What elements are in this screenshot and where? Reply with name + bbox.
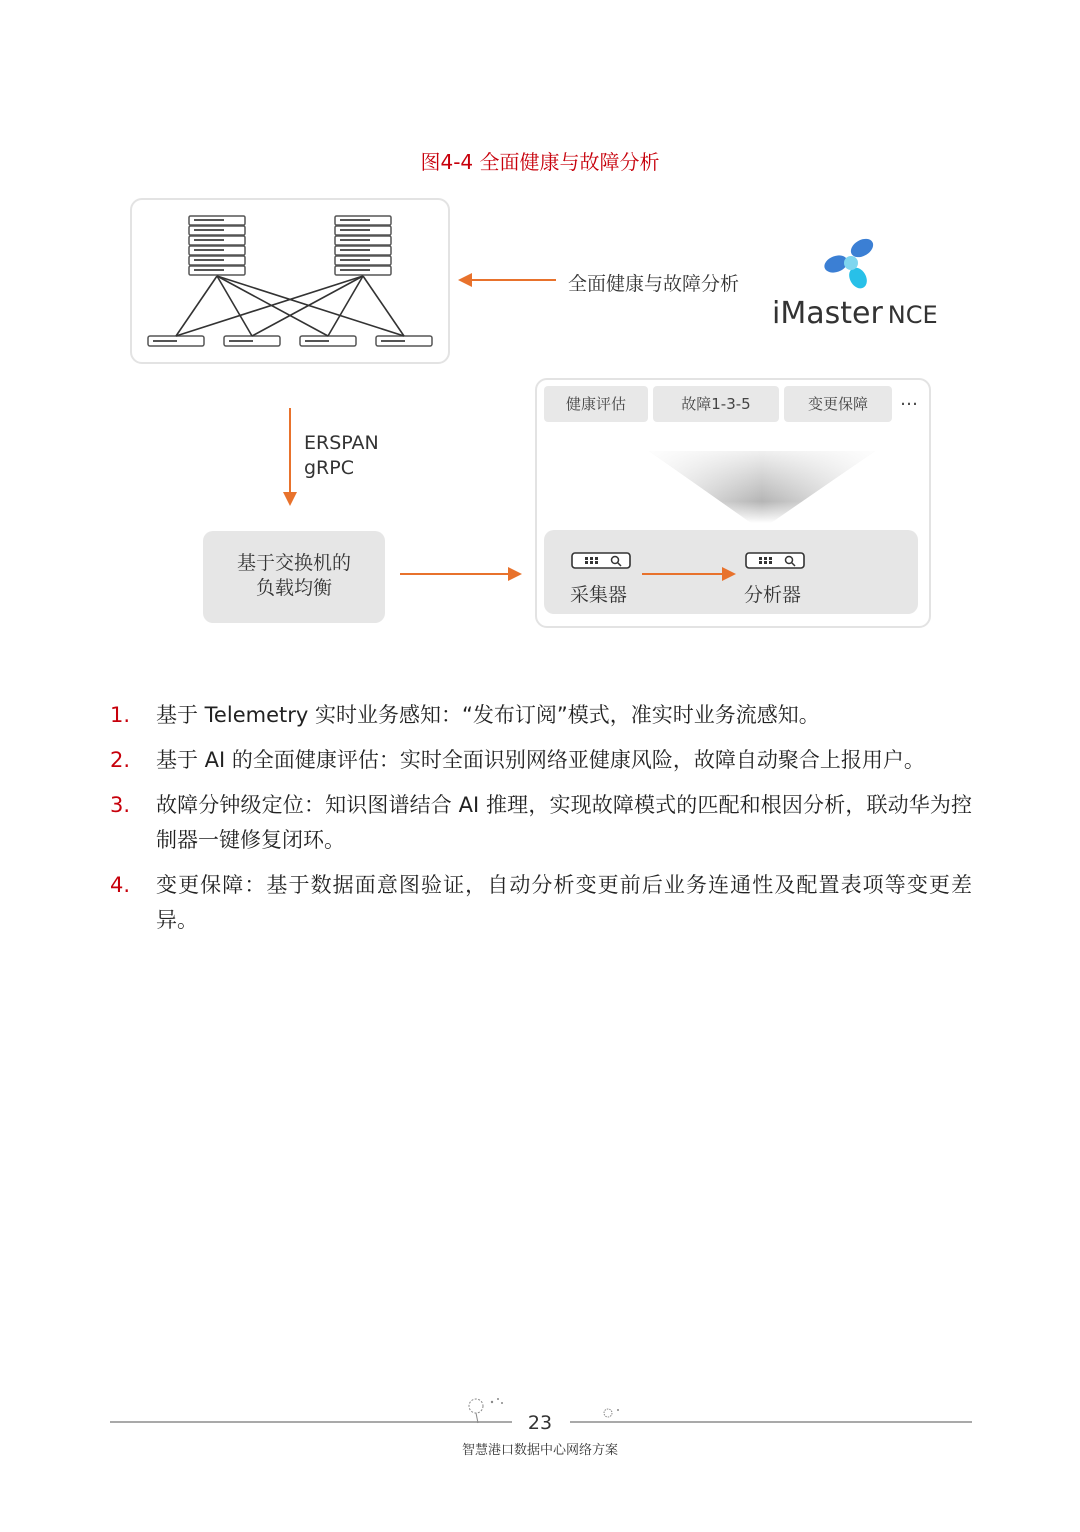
feature-list — [110, 698, 972, 948]
lb-line2: 负载均衡 — [255, 577, 332, 599]
list-item-number: 2. — [110, 748, 131, 772]
dandelion-icon — [462, 1394, 506, 1424]
page-number: 23 — [527, 1412, 553, 1434]
footer-doc-title: 智慧港口数据中心网络方案 — [461, 1443, 618, 1458]
figure-title: 图4-4 全面健康与故障分析 — [420, 150, 660, 174]
tab-health-assessment: 健康评估 — [544, 386, 648, 422]
analysis-label: 全面健康与故障分析 — [568, 273, 740, 295]
arrow-right-icon — [398, 564, 524, 584]
logo-sub-text: NCE — [887, 301, 938, 329]
funnel-beam-icon — [545, 425, 917, 527]
imaster-logo-icon — [822, 234, 878, 292]
arrow-down-icon — [280, 408, 300, 508]
list-item-number: 4. — [110, 873, 131, 897]
server-right — [335, 216, 391, 275]
list-item — [110, 698, 972, 733]
load-balance-box — [203, 531, 385, 623]
list-item-text: 基于 AI 的全面健康评估：实时全面识别网络亚健康风险，故障自动聚合上报用户。 — [156, 748, 925, 772]
list-item — [110, 868, 972, 938]
topology-box — [130, 198, 450, 364]
list-item-text: 变更保障：基于数据面意图验证，自动分析变更前后业务连通性及配置表项等变更差异。 — [156, 873, 972, 932]
arrow-left-icon — [456, 270, 560, 290]
arrow-collector-analyzer-icon — [640, 564, 738, 584]
footer-rule-left — [110, 1421, 512, 1423]
imaster-logo-text — [772, 296, 938, 331]
protocol-grpc: gRPC — [304, 457, 354, 479]
network-topology-icon — [132, 200, 448, 362]
protocol-erspan: ERSPAN — [304, 432, 379, 454]
logo-main-text: iMaster — [772, 296, 883, 331]
server-left — [189, 216, 245, 275]
list-item-number: 3. — [110, 793, 131, 817]
list-item — [110, 743, 972, 778]
analyzer-device-icon — [745, 551, 805, 571]
dandelion-seed-icon — [600, 1406, 624, 1420]
list-item-text: 基于 Telemetry 实时业务感知：“发布订阅”模式，准实时业务流感知。 — [156, 703, 820, 727]
list-item-number: 1. — [110, 703, 131, 727]
footer-rule-right — [570, 1421, 972, 1423]
collector-label: 采集器 — [570, 584, 628, 606]
more-tabs: … — [900, 389, 918, 410]
tab-change-assurance: 变更保障 — [784, 386, 892, 422]
analyzer-label: 分析器 — [744, 584, 802, 606]
tab-fault-135: 故障1-3-5 — [653, 386, 779, 422]
collector-device-icon — [571, 551, 631, 571]
list-item — [110, 788, 972, 858]
lb-line1: 基于交换机的 — [236, 552, 351, 574]
list-item-text: 故障分钟级定位：知识图谱结合 AI 推理，实现故障模式的匹配和根因分析，联动华为控制器一键修复闭环。 — [156, 793, 972, 852]
